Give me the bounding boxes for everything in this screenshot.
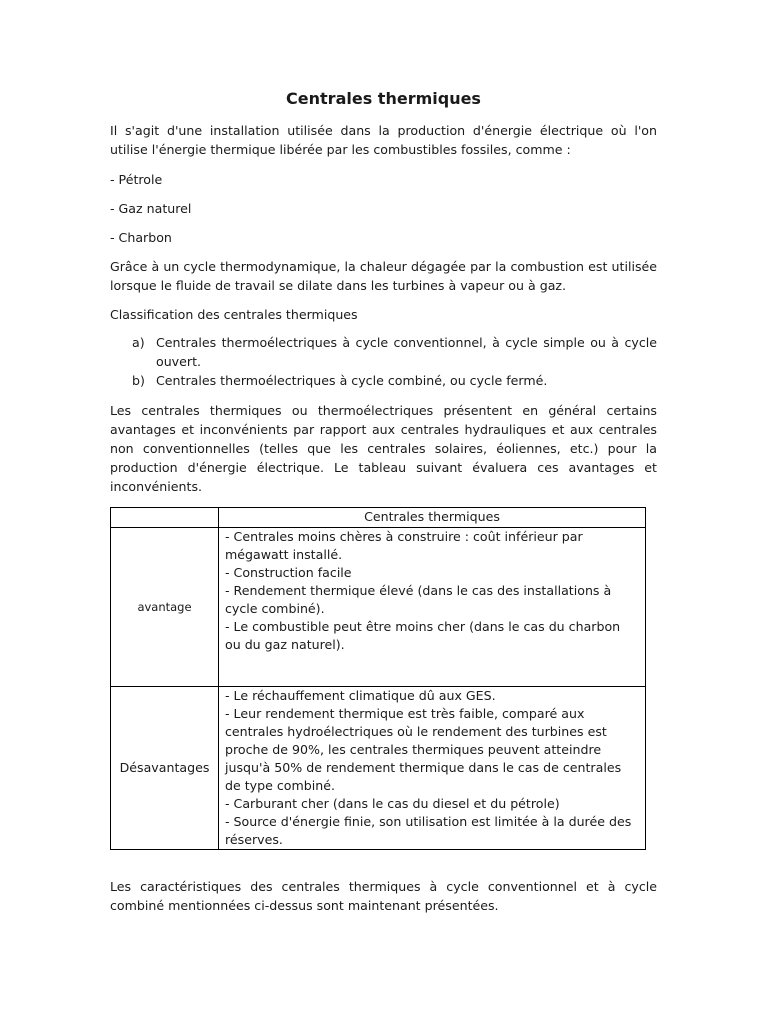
table-cell-line: - Le combustible peut être moins cher (dans le cas du charbon ou du gaz naturel). — [225, 619, 621, 652]
classification-list — [110, 333, 657, 390]
intro-paragraph: Il s'agit d'une installation utilisée dans la production d'énergie électrique où l'on utilise l'énergie thermique libérée par les combustibles fossiles, comme : — [110, 123, 657, 157]
list-marker: a) — [132, 335, 145, 350]
table-cell-line: - Carburant cher (dans le cas du diesel et du pétrole) — [225, 796, 560, 811]
table-header-row — [111, 508, 646, 528]
table-column-header: Centrales thermiques — [219, 508, 646, 528]
fuel-item-gaz: - Gaz naturel — [110, 201, 192, 216]
table-row — [111, 687, 646, 850]
document-title: Centrales thermiques — [286, 89, 481, 108]
classification-text: Centrales thermoélectriques à cycle combiné, ou cycle fermé. — [156, 373, 548, 388]
classification-item — [110, 333, 657, 371]
row-content-avantage — [219, 528, 646, 687]
table-cell-line: - Centrales moins chères à construire : coût inférieur par mégawatt installé. — [225, 529, 583, 562]
fuel-item-petrole: - Pétrole — [110, 172, 163, 187]
table-cell-line: - Rendement thermique élevé (dans le cas des installations à cycle combiné). — [225, 583, 612, 616]
comparison-paragraph: Les centrales thermiques ou thermoélectriques présentent en général certains avantages et inconvénients par rapport aux centrales hydrauliques et aux centrales non conventionnelles (telles que les centrales solaires, éoliennes, etc.) pour la production d'énergie électrique. Le tableau suivant évaluera ces avantages et inconvénients. — [110, 403, 657, 494]
cycle-paragraph: Grâce à un cycle thermodynamique, la chaleur dégagée par la combustion est utilisée lorsque le fluide de travail se dilate dans les turbines à vapeur ou à gaz. — [110, 259, 657, 293]
comparison-table — [110, 507, 646, 850]
row-label-avantage: avantage — [111, 528, 219, 687]
classification-text: Centrales thermoélectriques à cycle conventionnel, à cycle simple ou à cycle ouvert. — [156, 335, 657, 369]
table-corner-cell — [111, 508, 219, 528]
list-marker: b) — [132, 373, 145, 388]
table-cell-line: - Source d'énergie finie, son utilisation est limitée à la durée des réserves. — [225, 814, 632, 847]
classification-heading: Classification des centrales thermiques — [110, 307, 358, 322]
table-cell-line: - Leur rendement thermique est très faible, comparé aux centrales hydroélectriques où le rendement des turbines est proche de 90%, les centrales thermiques peuvent atteindre jusqu'à 50% de rendement thermique dans le cas de centrales de type combiné. — [225, 706, 622, 793]
table-cell-line: - Le réchauffement climatique dû aux GES. — [225, 688, 496, 703]
table-row — [111, 528, 646, 687]
row-label-desavantages: Désavantages — [111, 687, 219, 850]
fuel-item-charbon: - Charbon — [110, 230, 172, 245]
classification-item — [110, 371, 657, 390]
closing-paragraph: Les caractéristiques des centrales thermiques à cycle conventionnel et à cycle combiné mentionnées ci-dessus sont maintenant présentées. — [110, 879, 657, 913]
row-content-desavantages — [219, 687, 646, 850]
table-cell-line: - Construction facile — [225, 565, 352, 580]
